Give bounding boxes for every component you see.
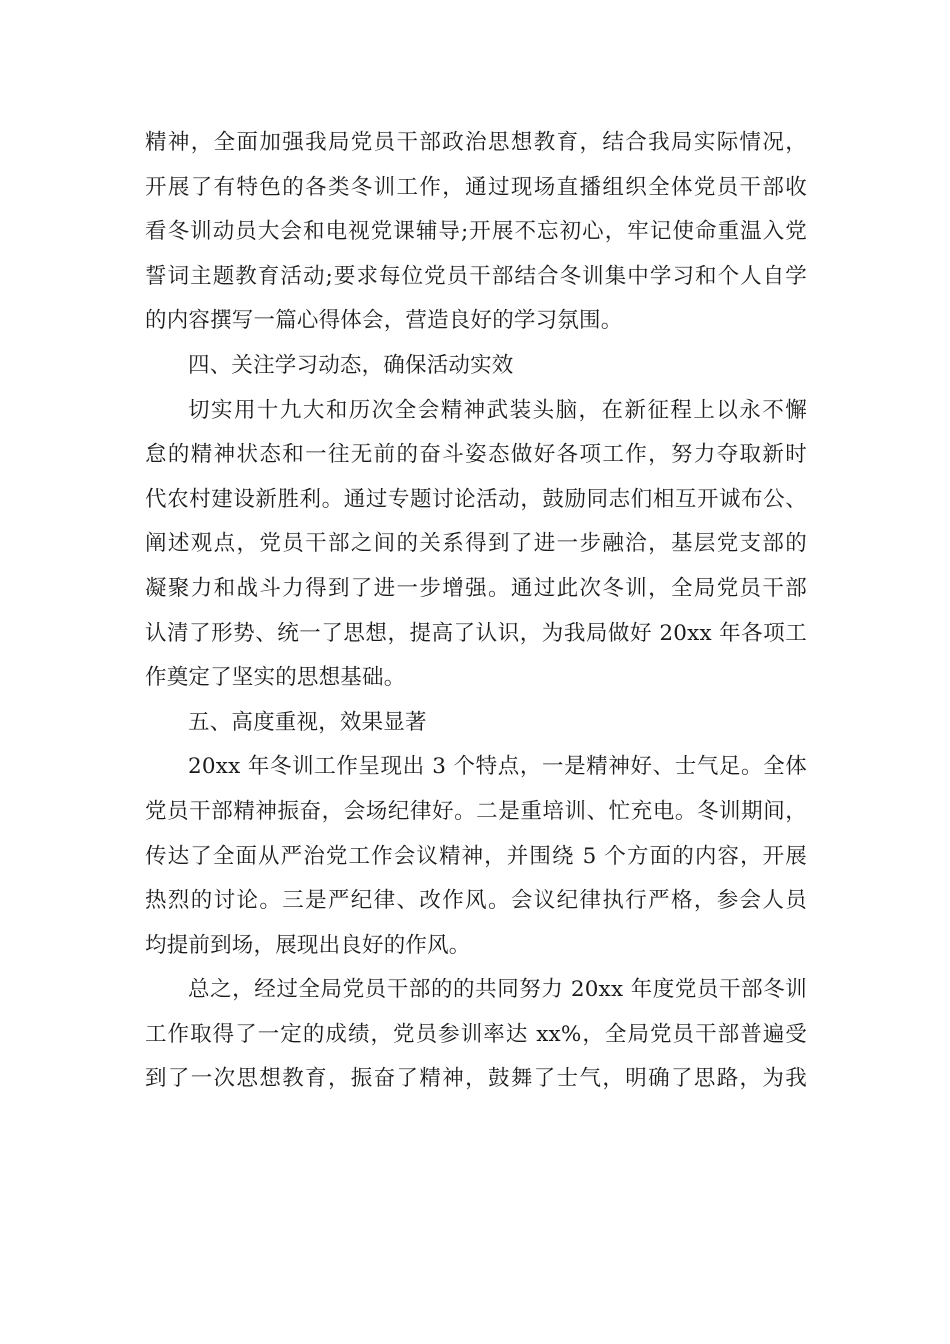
text-line: 切实用十九大和历次全会精神武装头脑，在新征程上以永不懈 xyxy=(188,397,807,423)
text-line: 党员干部精神振奋，会场纪律好。二是重培训、忙充电。冬训期间， xyxy=(145,798,807,824)
text-line: 精神，全面加强我局党员干部政治思想教育，结合我局实际情况， xyxy=(145,130,807,155)
section-heading-5 xyxy=(145,701,807,746)
text-line: 作奠定了坚实的思想基础。 xyxy=(145,665,406,691)
text-line: 认清了形势、统一了思想，提高了认识，为我局做好 20xx 年各项工 xyxy=(145,620,807,646)
text-line: 代农村建设新胜利。通过专题讨论活动，鼓励同志们相互开诚布公、 xyxy=(145,486,807,512)
paragraph-summary xyxy=(145,968,807,1102)
heading-text: 五、高度重视，效果显著 xyxy=(188,709,427,735)
text-line: 总之，经过全局党员干部的的共同努力 20xx 年度党员干部冬训 xyxy=(188,977,807,1003)
paragraph-continued xyxy=(145,121,807,344)
text-line: 均提前到场，展现出良好的作风。 xyxy=(145,932,471,958)
text-line: 热烈的讨论。三是严纪律、改作风。会议纪律执行严格，参会人员 xyxy=(145,888,807,914)
text-line: 开展了有特色的各类冬训工作，通过现场直播组织全体党员干部收 xyxy=(145,174,807,200)
text-line: 凝聚力和战斗力得到了进一步增强。通过此次冬训，全局党员干部 xyxy=(145,575,807,601)
text-line: 誓词主题教育活动;要求每位党员干部结合冬训集中学习和个人自学 xyxy=(145,263,807,289)
text-line: 怠的精神状态和一往无前的奋斗姿态做好各项工作，努力夺取新时 xyxy=(145,442,807,468)
text-line: 传达了全面从严治党工作会议精神，并围绕 5 个方面的内容，开展 xyxy=(145,843,807,869)
heading-text: 四、关注学习动态，确保活动实效 xyxy=(188,352,514,378)
text-line: 看冬训动员大会和电视党课辅导;开展不忘初心，牢记使命重温入党 xyxy=(145,219,807,245)
text-line: 工作取得了一定的成绩，党员参训率达 xx%，全局党员干部普遍受 xyxy=(145,1021,807,1047)
text-line: 20xx 年冬训工作呈现出 3 个特点，一是精神好、士气足。全体 xyxy=(188,754,807,780)
text-line: 的内容撰写一篇心得体会，营造良好的学习氛围。 xyxy=(145,308,623,334)
section-heading-4 xyxy=(145,344,807,389)
paragraph-section-4 xyxy=(145,389,807,701)
text-line: 到了一次思想教育，振奋了精神，鼓舞了士气，明确了思路，为我 xyxy=(145,1066,807,1092)
text-line: 阐述观点，党员干部之间的关系得到了进一步融洽，基层党支部的 xyxy=(145,531,807,557)
document-body xyxy=(145,121,807,1102)
paragraph-section-5 xyxy=(145,745,807,968)
